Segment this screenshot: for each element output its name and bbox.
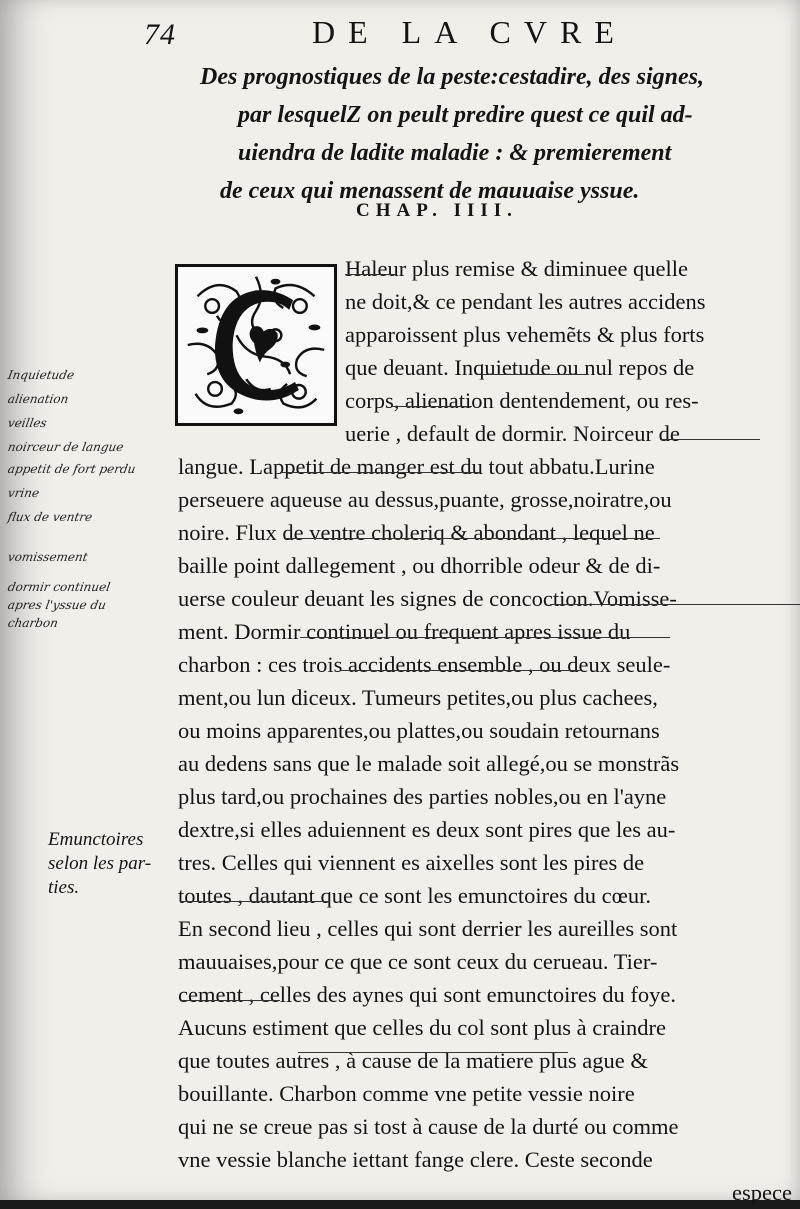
handwritten-note: flux de ventre: [6, 510, 94, 524]
text-line: tres. Celles qui viennent es aixelles sont les pires de: [178, 850, 645, 875]
text-line: que deuant. Inquietude ou nul repos de: [345, 355, 695, 380]
text-line: En second lieu , celles qui sont derrier les aureilles sont: [178, 916, 678, 941]
handwritten-note: appetit de fort perdu: [6, 462, 137, 476]
handwritten-note: vrine: [6, 486, 41, 500]
text-line: baille point dallegement , ou dhorrible odeur & de di-: [178, 553, 661, 578]
text-line: ment. Dormir continuel ou frequent apres issue du: [178, 619, 631, 644]
handwritten-underline: [550, 604, 800, 605]
page-number: 74: [144, 18, 176, 51]
printed-margin-note: Emunctoires: [48, 829, 144, 850]
printed-margin-note: ties.: [48, 877, 80, 898]
handwritten-note: apres l'yssue du: [6, 598, 108, 612]
handwritten-note: alienation: [6, 392, 70, 406]
text-line: mauuaises,pour ce que ce sont ceux du cerueau. Tier-: [178, 949, 658, 974]
title-line: par lesquelZ on peult predire quest ce quil ad-: [238, 102, 693, 128]
text-line: Aucuns estiment que celles du col sont plus à craindre: [178, 1015, 666, 1040]
title-line: Des prognostiques de la peste:cestadire, des signes,: [200, 64, 704, 90]
text-line: uerse couleur deuant les signes de concoction.Vomisse-: [178, 586, 677, 611]
text-line: bouillante. Charbon comme vne petite vessie noire: [178, 1081, 635, 1106]
text-line: charbon : ces trois accidents ensemble , ou deux seule-: [178, 652, 671, 677]
page-header: [0, 12, 800, 52]
text-line: plus tard,ou prochaines des parties nobles,ou en l'ayne: [178, 784, 667, 809]
text-line: au dedens sans que le malade soit allegé,ou se monstrãs: [178, 751, 680, 776]
floral-initial-c-icon: [178, 267, 334, 423]
handwritten-underline: [285, 538, 660, 539]
title-line: de ceux qui menassent de mauuaise yssue.: [220, 178, 640, 204]
text-line: uerie , default de dormir. Noirceur de: [345, 421, 680, 446]
text-line: ment,ou lun diceux. Tumeurs petites,ou plus cachees,: [178, 685, 658, 710]
handwritten-note: Inquietude: [6, 368, 76, 382]
handwritten-underline: [660, 439, 760, 440]
handwritten-note: vomissement: [6, 550, 89, 564]
text-line: ne doit,& ce pendant les autres accidens: [345, 289, 706, 314]
handwritten-note: charbon: [6, 616, 60, 630]
text-line: vne vessie blanche iettant fange clere. Ceste seconde: [178, 1147, 653, 1172]
text-line: toutes , dautant que ce sont les emunctoires du cœur.: [178, 883, 652, 908]
text-line: perseuere aqueuse au dessus,puante, grosse,noiratre,ou: [178, 487, 672, 512]
title-line: uiendra de ladite maladie : & premierement: [238, 140, 672, 166]
text-line: Haleur plus remise & diminuee quelle: [345, 256, 689, 281]
text-line: corps, alienation dentendement, ou res-: [345, 388, 699, 413]
handwritten-underline: [298, 1052, 568, 1053]
handwritten-underline: [280, 472, 480, 473]
handwritten-underline: [345, 274, 395, 275]
handwritten-underline: [478, 374, 588, 375]
running-head: DE LA CVRE: [312, 14, 627, 50]
handwritten-underline: [340, 670, 580, 671]
text-line: apparoissent plus vehemẽts & plus forts: [345, 322, 705, 347]
catchword: espece: [732, 1180, 792, 1205]
handwritten-note: veilles: [6, 416, 48, 430]
decorated-initial: [175, 264, 337, 426]
chapter-heading: CHAP. IIII.: [356, 200, 518, 221]
text-line: que toutes autres , à cause de la matiere plus ague &: [178, 1048, 648, 1073]
printed-margin-note: selon les par-: [48, 853, 152, 874]
handwritten-underline: [300, 637, 670, 638]
text-line: dextre,si elles aduiennent es deux sont pires que les au-: [178, 817, 676, 842]
text-line: qui ne se creue pas si tost à cause de la durté ou comme: [178, 1114, 679, 1139]
text-line: cement , celles des aynes qui sont emunctoires du foye.: [178, 982, 676, 1007]
handwritten-note: dormir continuel: [6, 580, 112, 594]
handwritten-underline: [180, 901, 330, 902]
handwritten-note: noirceur de langue: [6, 440, 125, 454]
text-line: langue. Lappetit de manger est du tout abbatu.Lurine: [178, 454, 655, 479]
chapter-title: [200, 58, 760, 210]
handwritten-underline: [392, 406, 472, 407]
text-line: ou moins apparentes,ou plattes,ou soudain retournans: [178, 718, 660, 743]
handwritten-underline: [180, 1000, 280, 1001]
text-line: noire. Flux de ventre choleriq & abondant , lequel ne: [178, 520, 655, 545]
